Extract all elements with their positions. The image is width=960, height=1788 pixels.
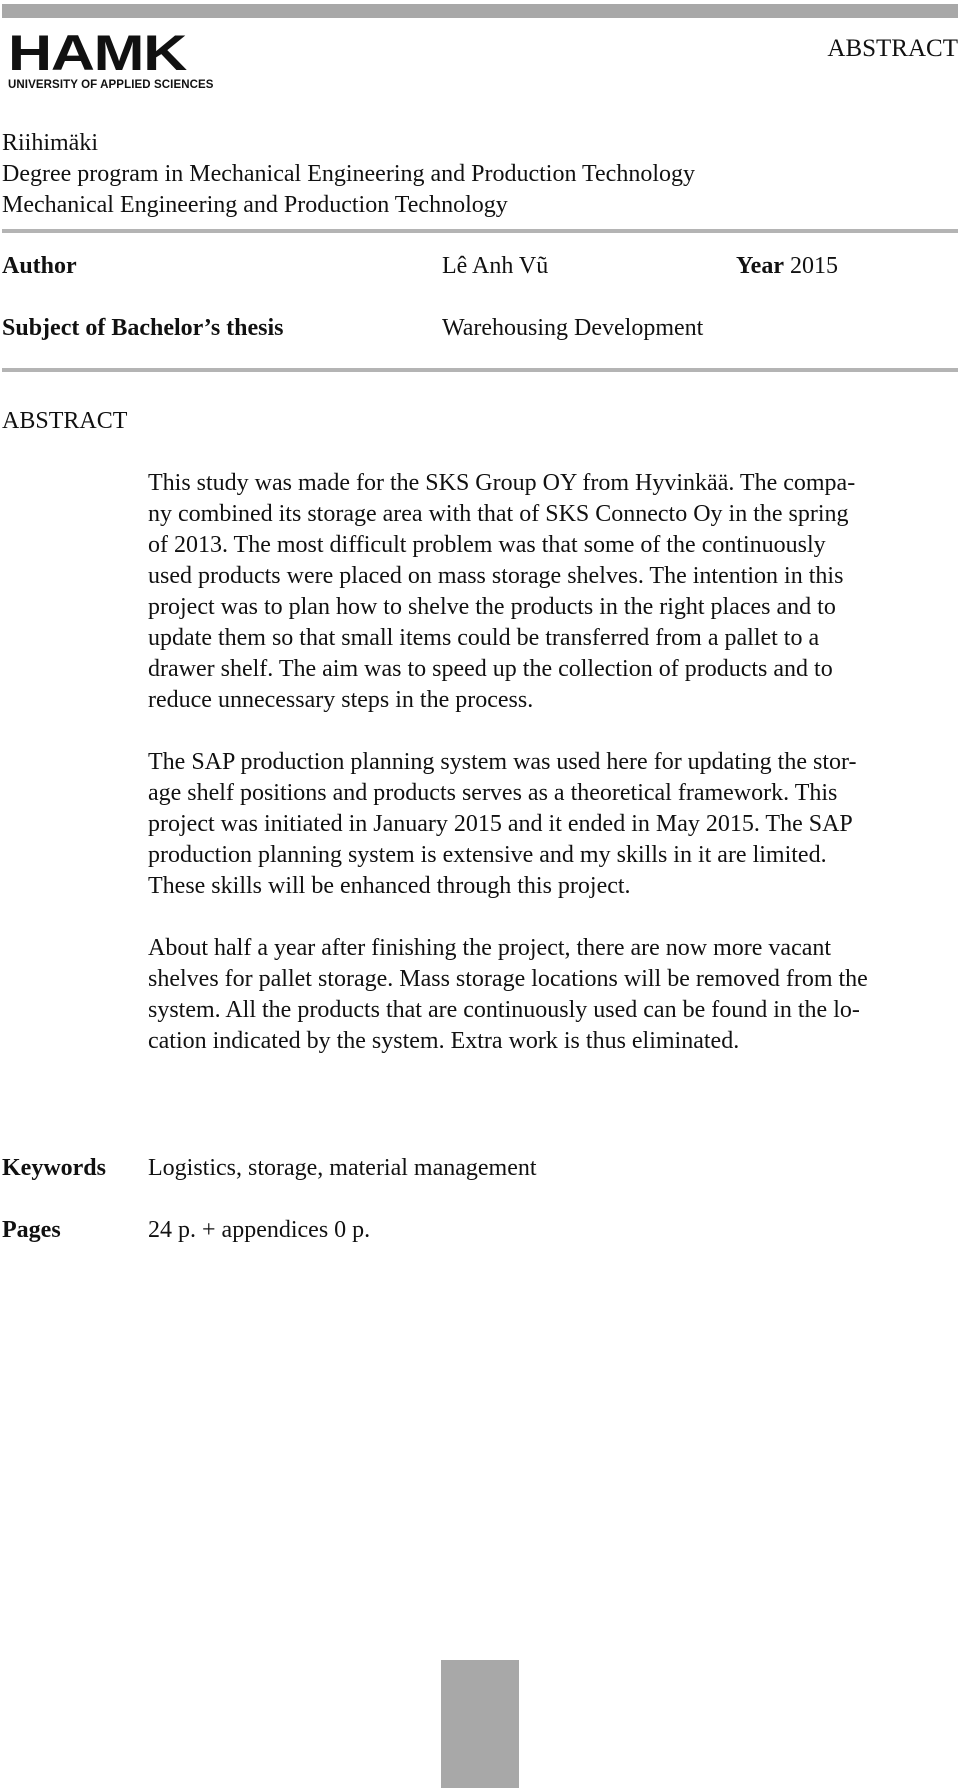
text-line: shelves for pallet storage. Mass storage locations will be removed from the: [148, 966, 868, 992]
degree-program: Degree program in Mechanical Engineering and Production Technology: [2, 161, 695, 187]
text-line: drawer shelf. The aim was to speed up the collection of products and to: [148, 656, 833, 682]
text-line: system. All the products that are continuously used can be found in the lo-: [148, 997, 860, 1023]
abstract-body: [148, 468, 958, 1088]
abstract-paragraph-2: [148, 747, 958, 902]
text-line: of 2013. The most difficult problem was that some of the continuously: [148, 532, 826, 558]
pages-value: 24 p. + appendices 0 p.: [148, 1217, 371, 1243]
specialisation: Mechanical Engineering and Production Technology: [2, 192, 508, 218]
logo-subtitle: UNIVERSITY OF APPLIED SCIENCES: [8, 79, 214, 91]
campus-name: Riihimäki: [2, 130, 98, 156]
abstract-paragraph-3: [148, 933, 958, 1057]
text-line: used products were placed on mass storage shelves. The intention in this: [148, 563, 844, 589]
year-field: [736, 251, 838, 281]
year-label: Year: [736, 253, 784, 279]
top-decorative-bar: [2, 4, 958, 18]
keywords-label: Keywords: [2, 1155, 106, 1181]
subject-label: Subject of Bachelor’s thesis: [2, 315, 284, 341]
section-divider-bottom: [2, 368, 958, 372]
text-line: ny combined its storage area with that of SKS Connecto Oy in the spring: [148, 501, 849, 527]
logo-wordmark: HAMK: [8, 25, 187, 81]
bottom-decorative-block: [441, 1660, 519, 1788]
hamk-logo: [8, 25, 244, 92]
document-type-title: ABSTRACT: [827, 35, 958, 62]
abstract-paragraph-1: [148, 468, 958, 716]
text-line: The SAP production planning system was used here for updating the stor-: [148, 749, 857, 775]
text-line: project was to plan how to shelve the products in the right places and to: [148, 594, 836, 620]
pages-label: Pages: [2, 1217, 61, 1243]
text-line: These skills will be enhanced through this project.: [148, 873, 631, 899]
section-divider-top: [2, 229, 958, 233]
campus-info: [2, 128, 695, 221]
year-value: 2015: [783, 253, 838, 279]
text-line: update them so that small items could be transferred from a pallet to a: [148, 625, 820, 651]
text-line: production planning system is extensive and my skills in it are limited.: [148, 842, 827, 868]
text-line: cation indicated by the system. Extra work is thus eliminated.: [148, 1028, 740, 1054]
keywords-value: Logistics, storage, material management: [148, 1155, 537, 1181]
author-label: Author: [2, 253, 77, 279]
text-line: project was initiated in January 2015 and it ended in May 2015. The SAP: [148, 811, 853, 837]
text-line: This study was made for the SKS Group OY from Hyvinkää. The compa-: [148, 470, 856, 496]
subject-value: Warehousing Development: [442, 315, 704, 341]
author-value: Lê Anh Vũ: [442, 253, 549, 279]
abstract-heading: ABSTRACT: [2, 408, 128, 434]
text-line: age shelf positions and products serves as a theoretical framework. This: [148, 780, 838, 806]
text-line: About half a year after finishing the project, there are now more vacant: [148, 935, 832, 961]
text-line: reduce unnecessary steps in the process.: [148, 687, 534, 713]
